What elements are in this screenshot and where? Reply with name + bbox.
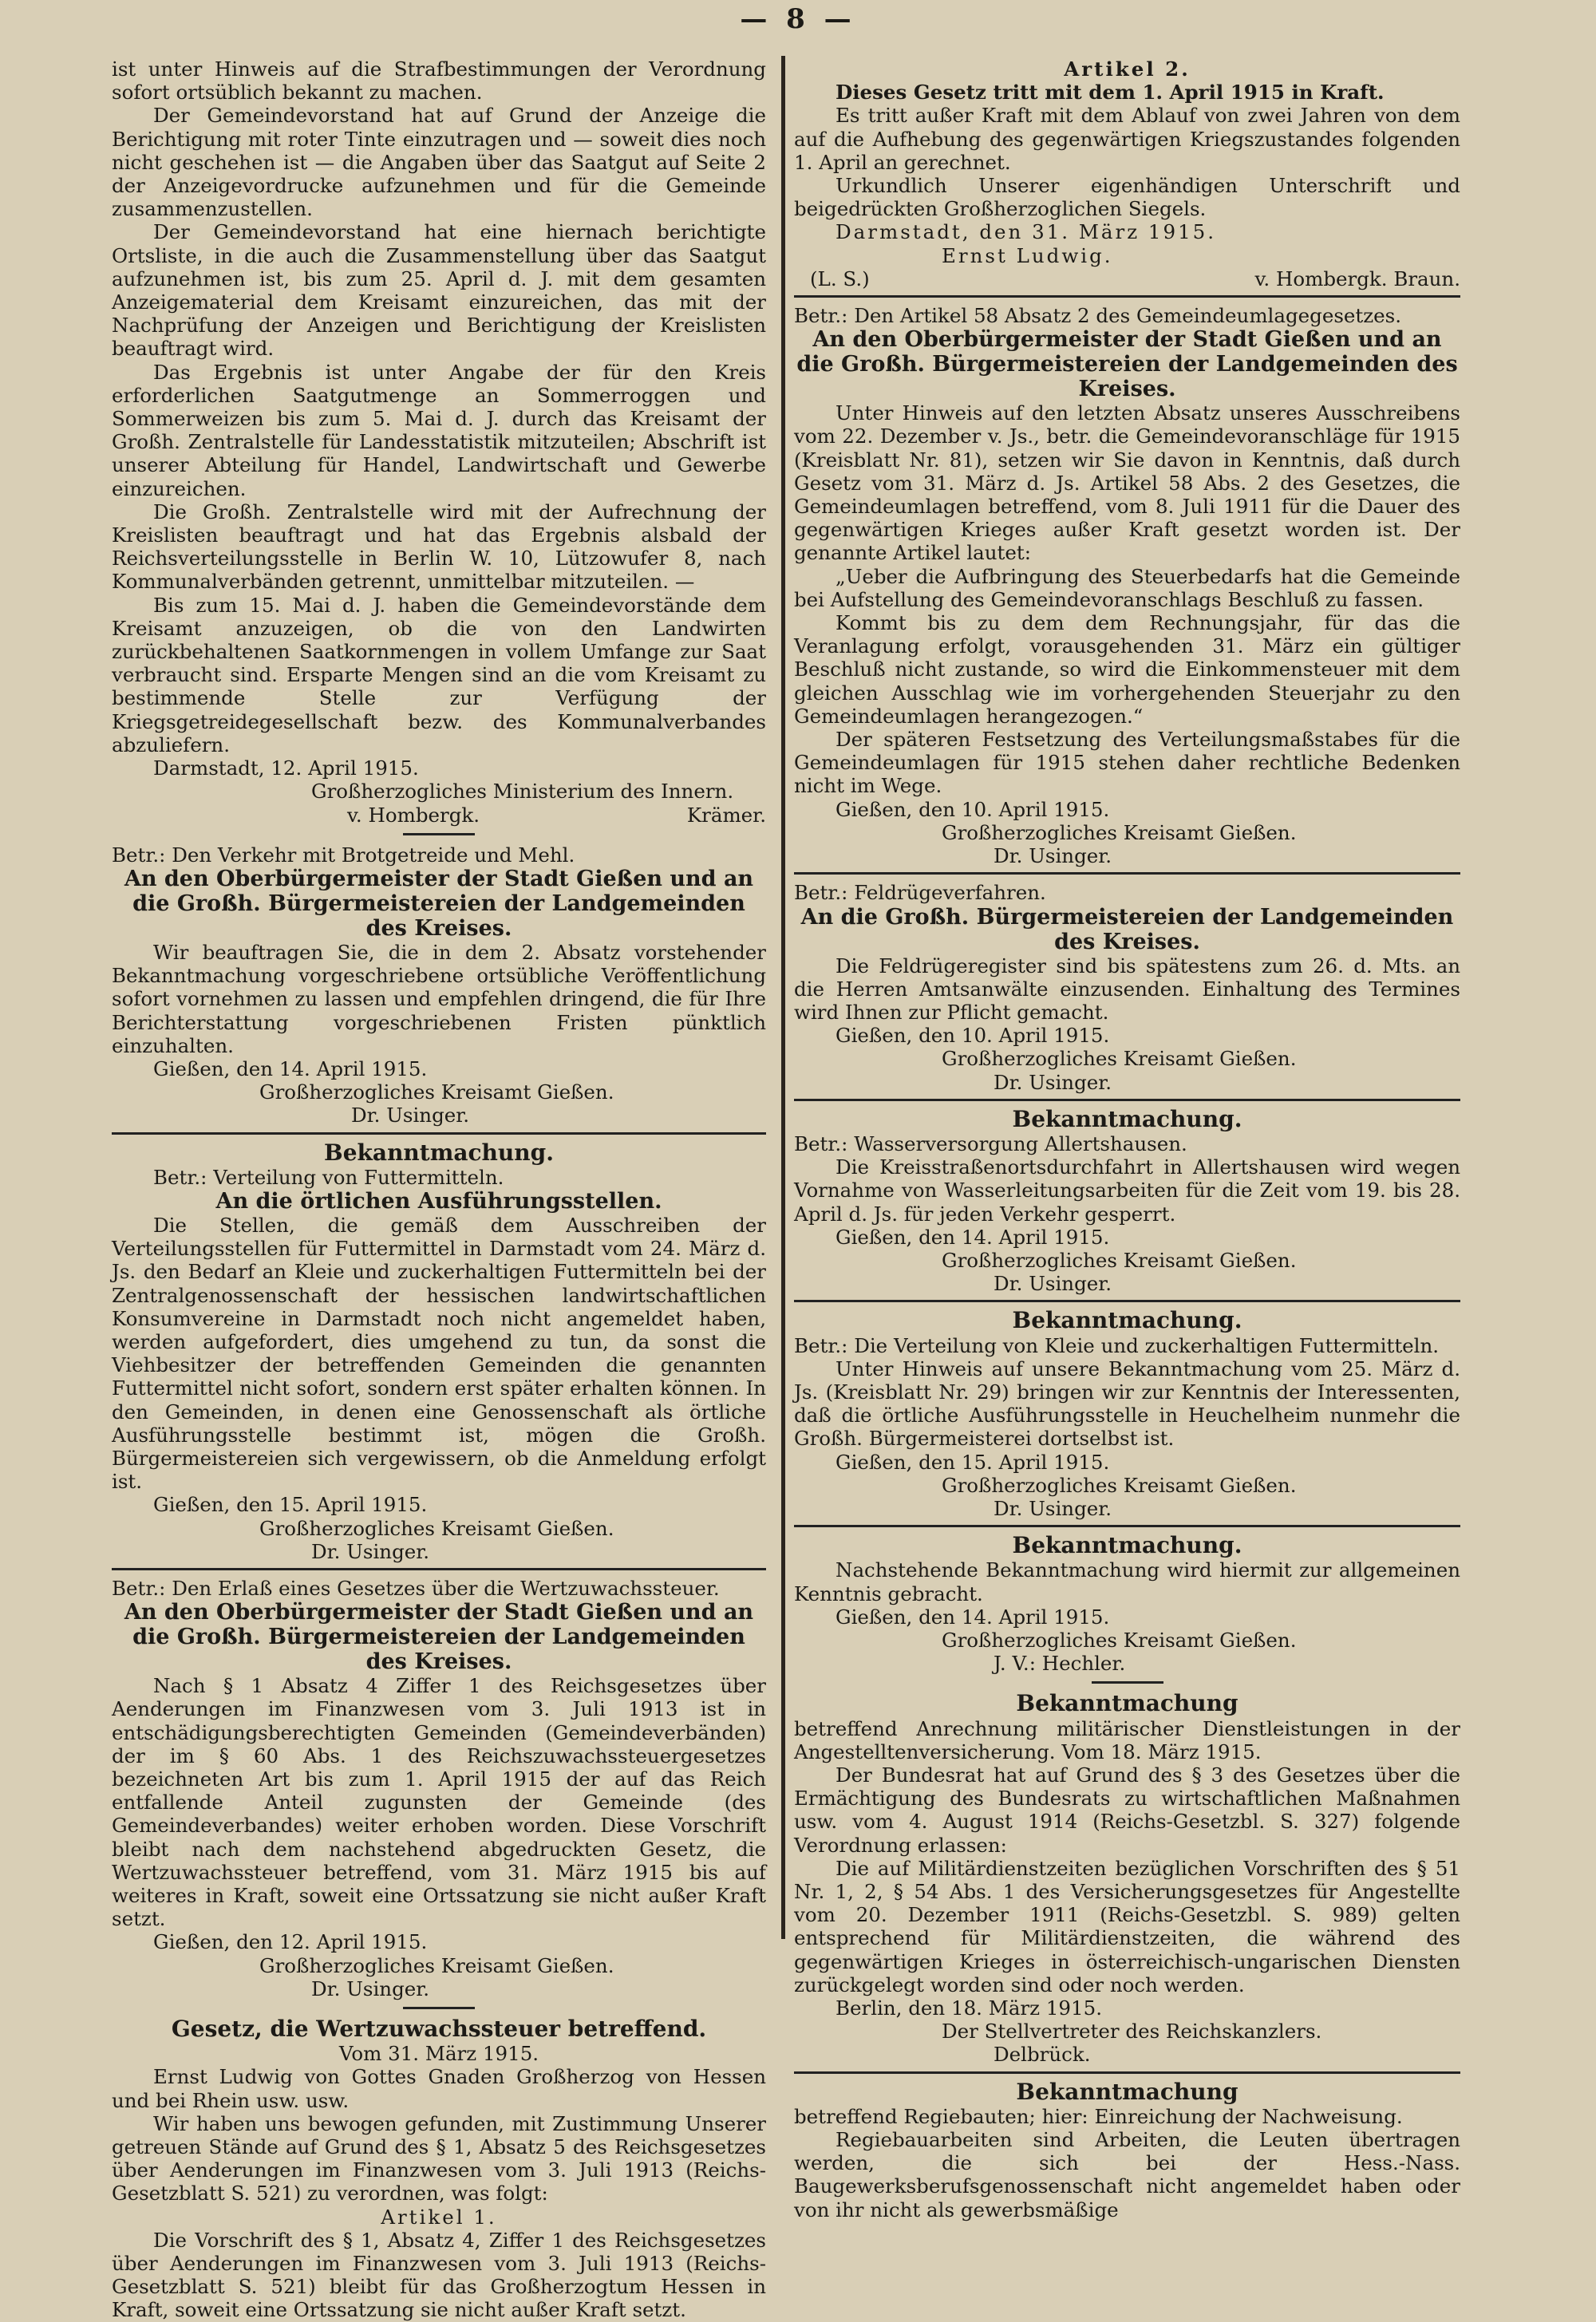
section-title: Bekanntmachung xyxy=(1016,1690,1238,1717)
address-heading: An die Großh. Bürgermeistereien der Landgemeinden des Kreises. xyxy=(800,904,1454,954)
paragraph: Das Ergebnis ist unter Angabe der für den Kreis erforderlichen Saatgutmenge an Sommerroggen und Sommerweizen bis zum 5. Mai d. J. durch das Kreisamt der Großh. Zentralstelle für Landesstatistik mitzuteilen; Abschrift ist unserer Abteilung für Handel, Landwirtschaft und Gewerbe einzureichen. xyxy=(112,360,766,500)
right-column xyxy=(794,57,1460,2221)
divider xyxy=(1092,1681,1163,1684)
date-line: Gießen, den 10. April 1915. xyxy=(836,797,1110,821)
divider xyxy=(794,1099,1460,1101)
article-heading: Artikel 1. xyxy=(381,2205,497,2229)
paragraph: Es tritt außer Kraft mit dem Ablauf von zwei Jahren von dem auf die Aufhebung des gegenwärtigen Kriegszustandes folgenden 1. April an gerechnet. xyxy=(794,104,1460,174)
betreff-line: Betr.: Verteilung von Futtermitteln. xyxy=(153,1165,504,1189)
paragraph: Wir haben uns bewogen gefunden, mit Zustimmung Unserer getreuen Stände auf Grund des § 1, Absatz 5 des Reichsgesetzes über Aenderungen im Finanzwesen vom 3. Juli 1913 (Reichs-Gesetzblatt S. 521) zu verordnen, was folgt: xyxy=(112,2111,766,2206)
betreff-line: Betr.: Feldrügeverfahren. xyxy=(794,881,1046,905)
subtitle: betreffend Regiebauten; hier: Einreichung der Nachweisung. xyxy=(794,2104,1403,2128)
article-heading: Artikel 2. xyxy=(1064,57,1191,81)
law-title: Gesetz, die Wertzuwachssteuer betreffend. xyxy=(171,2016,707,2043)
divider xyxy=(403,2007,475,2009)
office-line: Großherzogliches Ministerium des Innern. xyxy=(311,780,734,804)
signature-row xyxy=(794,267,1460,290)
date-line: Gießen, den 10. April 1915. xyxy=(836,1024,1110,1048)
law-date: Vom 31. März 1915. xyxy=(338,2042,539,2066)
paragraph: Der späteren Festsetzung des Verteilungsmaßstabes für die Gemeindeumlagen für 1915 stehen daher rechtliche Bedenken nicht im Wege. xyxy=(794,728,1460,798)
paragraph: Der Gemeindevorstand hat auf Grund der Anzeige die Berichtigung mit roter Tinte einzutragen und — soweit dies noch nicht geschehen ist — die Angaben über das Saatgut auf Seite 2 der Anzeigevordrucke aufzunehmen und für die Gemeinde zusammenzustellen. xyxy=(112,104,766,221)
signature: Krämer. xyxy=(686,803,766,827)
paragraph: Die Feldrügeregister sind bis spätestens zum 26. d. Mts. an die Herren Amtsanwälte einzusenden. Einhaltung des Termines wird Ihnen zur Pflicht gemacht. xyxy=(794,954,1460,1024)
betreff-line: Betr.: Die Verteilung von Kleie und zuckerhaltigen Futtermitteln. xyxy=(794,1333,1440,1357)
paragraph: Dieses Gesetz tritt mit dem 1. April 1915 in Kraft. xyxy=(836,81,1385,105)
paragraph: Der Gemeindevorstand hat eine hiernach berichtigte Ortsliste, in die auch die Zusammenstellung über das Saatgut aufzunehmen ist, bis zum 25. April d. J. mit dem gesamten Anzeigematerial dem Kreisamt einzureichen, das mit der Nachprüfung der Anzeigen und Berichtigung der Kreislisten beauftragt wird. xyxy=(112,220,766,361)
office-line: Großherzogliches Kreisamt Gießen. xyxy=(259,1953,614,1977)
paragraph: Unter Hinweis auf den letzten Absatz unseres Ausschreibens vom 22. Dezember v. Js., betr. die Gemeindevoranschläge für 1915 (Kreisblatt Nr. 81), setzen wir Sie davon in Kenntnis, daß durch Gesetz vom 31. März d. Js. Artikel 58 Abs. 2 des Gesetzes, die Gemeindeumlagen betreffend, vom 8. Juli 1911 für die Dauer des gegenwärtigen Krieges außer Kraft gesetzt worden ist. Der genannte Artikel lautet: xyxy=(794,401,1460,565)
section-title: Bekanntmachung xyxy=(1016,2078,1238,2105)
signature-row xyxy=(112,804,766,827)
betreff-line: Betr.: Wasserversorgung Allertshausen. xyxy=(794,1131,1187,1155)
address-heading: An den Oberbürgermeister der Stadt Gießen und an die Großh. Bürgermeistereien der Landgemeinden des Kreises. xyxy=(796,327,1458,402)
paragraph: Unter Hinweis auf unsere Bekanntmachung vom 25. März d. Js. (Kreisblatt Nr. 29) bringen wir zur Kenntnis der Interessenten, daß die örtliche Ausführungsstelle in Heuchelheim nunmehr die Großh. Bürgermeisterei dortselbst ist. xyxy=(794,1356,1460,1451)
left-column xyxy=(112,57,766,2322)
divider xyxy=(112,1132,766,1135)
paragraph: Bis zum 15. Mai d. J. haben die Gemeindevorstände dem Kreisamt anzuzeigen, ob die von den Landwirten zurückbehaltenen Saatkornmengen in vollem Umfange zur Saat verbraucht sind. Ersparte Mengen sind an die vom Kreisamt zu bestimmende Stelle zur Verfügung der Kriegsgetreidegesellschaft bezw. des Kommunalverbandes abzuliefern. xyxy=(112,593,766,756)
divider xyxy=(112,1568,766,1570)
date-line: Gießen, den 14. April 1915. xyxy=(153,1056,428,1080)
paragraph: Die Kreisstraßenortsdurchfahrt in Allertshausen wird wegen Vornahme von Wasserleitungsarbeiten für die Zeit vom 19. bis 28. April d. Js. für jeden Verkehr gesperrt. xyxy=(794,1155,1460,1226)
signature: v. Hombergk. xyxy=(347,803,480,827)
date-line: Gießen, den 15. April 1915. xyxy=(836,1450,1110,1474)
signature: Ernst Ludwig. xyxy=(942,243,1113,267)
office-line: Großherzogliches Kreisamt Gießen. xyxy=(259,1080,614,1104)
date-line: Darmstadt, 12. April 1915. xyxy=(153,756,419,780)
section-title: Bekanntmachung. xyxy=(1012,1307,1242,1334)
section-title: Bekanntmachung. xyxy=(324,1139,554,1166)
divider xyxy=(403,833,475,835)
divider xyxy=(794,1300,1460,1302)
seal-mark: (L. S.) xyxy=(810,267,870,290)
section-title: Bekanntmachung. xyxy=(1012,1532,1242,1559)
paragraph: Die Vorschrift des § 1, Absatz 4, Ziffer 1 des Reichsgesetzes über Aenderungen im Finanzwesen vom 3. Juli 1913 (Reichs-Gesetzblatt S. 521) bleibt für das Großherzogtum Hessen in Kraft, soweit eine Ortssatzung sie nicht außer Kraft setzt. xyxy=(112,2228,766,2322)
address-heading: An den Oberbürgermeister der Stadt Gießen und an die Großh. Bürgermeistereien der Landgemeinden des Kreises. xyxy=(124,866,754,941)
divider xyxy=(794,295,1460,298)
address-heading: An den Oberbürgermeister der Stadt Gießen und an die Großh. Bürgermeistereien der Landgemeinden des Kreises. xyxy=(124,1600,754,1675)
signature: Dr. Usinger. xyxy=(994,1070,1112,1094)
paragraph: Der Bundesrat hat auf Grund des § 3 des Gesetzes über die Ermächtigung des Bundesrats zu wirtschaftlichen Maßnahmen usw. vom 4. August 1914 (Reichs-Gesetzbl. S. 327) folgende Verordnung erlassen: xyxy=(794,1763,1460,1857)
office-line: Großherzogliches Kreisamt Gießen. xyxy=(942,820,1297,844)
paragraph: Ernst Ludwig von Gottes Gnaden Großherzog von Hessen und bei Rhein usw. usw. xyxy=(112,2065,766,2112)
paragraph: Regiebauarbeiten sind Arbeiten, die Leuten übertragen werden, die sich bei der Hess.-Nass. Baugewerksberufsgenossenschaft nicht angemeldet haben oder von ihr nicht als gewerbsmäßige xyxy=(794,2128,1460,2221)
paragraph: Nach § 1 Absatz 4 Ziffer 1 des Reichsgesetzes über Aenderungen im Finanzwesen vom 3. Juli 1913 ist in entschädigungsberechtigten Gemeinden (Gemeindeverbänden) der im § 60 Abs. 1 des Reichszuwachssteuergesetzes bezeichneten Art bis zum 1. April 1915 der auf das Reich entfallende Anteil zugunsten der Gemeinde (des Gemeindeverbandes) weiter erhoben worden. Diese Vorschrift bleibt nach dem nachstehend abgedruckten Gesetz, die Wertzuwachssteuer betreffend, vom 31. März 1915 bis auf weiteres in Kraft, soweit eine Ortssatzung sie nicht außer Kraft setzt. xyxy=(112,1674,766,1931)
date-line: Gießen, den 15. April 1915. xyxy=(153,1493,428,1517)
quote: Kommt bis zu dem dem Rechnungsjahr, für das die Veranlagung erfolgt, vorausgehenden 31. März ein gültiger Beschluß nicht zustande, so wird die Einkommensteuer mit dem gleichen Ausschlag wie im vorhergehenden Steuerjahr zu den Gemeindeumlagen herangezogen.“ xyxy=(794,611,1460,728)
signature: v. Hombergk. Braun. xyxy=(1254,267,1460,290)
office-line: Großherzogliches Kreisamt Gießen. xyxy=(259,1516,614,1540)
paragraph: Die Großh. Zentralstelle wird mit der Aufrechnung der Kreislisten beauftragt und hat das Ergebnis alsbald der Reichsverteilungsstelle in Berlin W. 10, Lützowufer 8, nach Kommunalverbänden getrennt, unmittelbar mitzuteilen. — xyxy=(112,500,766,594)
page-number: — 8 — xyxy=(740,3,856,35)
section-title: Bekanntmachung. xyxy=(1012,1105,1242,1132)
betreff-line: Betr.: Den Verkehr mit Brotgetreide und Mehl. xyxy=(112,843,575,867)
date-line: Gießen, den 12. April 1915. xyxy=(153,1930,428,1954)
signature: J. V.: Hechler. xyxy=(994,1652,1126,1676)
signature: Dr. Usinger. xyxy=(994,1272,1112,1296)
date-line: Gießen, den 14. April 1915. xyxy=(836,1605,1110,1629)
paragraph: Die Stellen, die gemäß dem Ausschreiben der Verteilungsstellen für Futtermittel in Darmstadt vom 24. März d. Js. den Bedarf an Kleie und zuckerhaltigen Futtermitteln bei der Zentralgenossenschaft der hessischen landwirtschaftlichen Konsumvereine in Darmstadt noch nicht angemeldet haben, werden aufgefordert, dies umgehend zu tun, da sonst die Viehbesitzer der betreffenden Gemeinden die genannten Futtermittel nicht sofort, sondern erst später erhalten können. In den Gemeinden, in denen eine Genossenschaft als örtliche Ausführungsstelle bestimmt ist, mögen die Großh. Bürgermeistereien sich vergewissern, ob die Anmeldung erfolgt ist. xyxy=(112,1213,766,1494)
paragraph: Urkundlich Unserer eigenhändigen Unterschrift und beigedrückten Großherzoglichen Siegels. xyxy=(794,174,1460,221)
date-line: Berlin, den 18. März 1915. xyxy=(836,1996,1102,2020)
divider xyxy=(794,872,1460,875)
office-line: Großherzogliches Kreisamt Gießen. xyxy=(942,1473,1297,1497)
signature: Dr. Usinger. xyxy=(351,1104,470,1127)
address-heading: An die örtlichen Ausführungsstellen. xyxy=(215,1188,662,1214)
quote: „Ueber die Aufbringung des Steuerbedarfs hat die Gemeinde bei Aufstellung des Gemeindevoranschlags Beschluß zu fassen. xyxy=(794,564,1460,611)
office-line: Großherzogliches Kreisamt Gießen. xyxy=(942,1248,1297,1272)
signature: Dr. Usinger. xyxy=(994,844,1112,868)
date-line: Gießen, den 14. April 1915. xyxy=(836,1225,1110,1249)
signature: Delbrück. xyxy=(994,2043,1091,2067)
date-line: Darmstadt, den 31. März 1915. xyxy=(836,220,1217,244)
divider xyxy=(794,1525,1460,1527)
signature: Dr. Usinger. xyxy=(994,1496,1112,1520)
divider xyxy=(794,2071,1460,2074)
betreff-line: Betr.: Den Erlaß eines Gesetzes über die Wertzuwachssteuer. xyxy=(112,1576,720,1600)
office-line: Großherzogliches Kreisamt Gießen. xyxy=(942,1628,1297,1652)
subtitle: betreffend Anrechnung militärischer Dienstleistungen in der Angestelltenversicherung. Vom 18. März 1915. xyxy=(794,1716,1460,1763)
signature: Dr. Usinger. xyxy=(311,1539,430,1563)
column-divider xyxy=(781,56,785,1939)
paragraph: Wir beauftragen Sie, die in dem 2. Absatz vorstehender Bekanntmachung vorgeschriebene ortsübliche Veröffentlichung sofort vornehmen zu lassen und empfehlen dringend, die für Ihre Berichterstattung vorgeschriebenen Fristen pünktlich einzuhalten. xyxy=(112,940,766,1057)
paragraph: Nachstehende Bekanntmachung wird hiermit zur allgemeinen Kenntnis gebracht. xyxy=(794,1558,1460,1605)
signature: Dr. Usinger. xyxy=(311,1976,430,2000)
office-line: Der Stellvertreter des Reichskanzlers. xyxy=(942,2020,1322,2044)
paragraph: Die auf Militärdienstzeiten bezüglichen Vorschriften des § 51 Nr. 1, 2, § 54 Abs. 1 des Versicherungsgesetzes für Angestellte vom 20. Dezember 1911 (Reichs-Gesetzbl. S. 989) gelten entsprechend für Militärdienstzeiten, die während des gegenwärtigen Krieges in österreichisch-ungarischen Diensten zurückgelegt worden sind oder noch werden. xyxy=(794,1856,1460,1996)
paragraph: ist unter Hinweis auf die Strafbestimmungen der Verordnung sofort ortsüblich bekannt zu machen. xyxy=(112,57,766,105)
office-line: Großherzogliches Kreisamt Gießen. xyxy=(942,1047,1297,1071)
betreff-line: Betr.: Den Artikel 58 Absatz 2 des Gemeindeumlagegesetzes. xyxy=(794,304,1402,328)
